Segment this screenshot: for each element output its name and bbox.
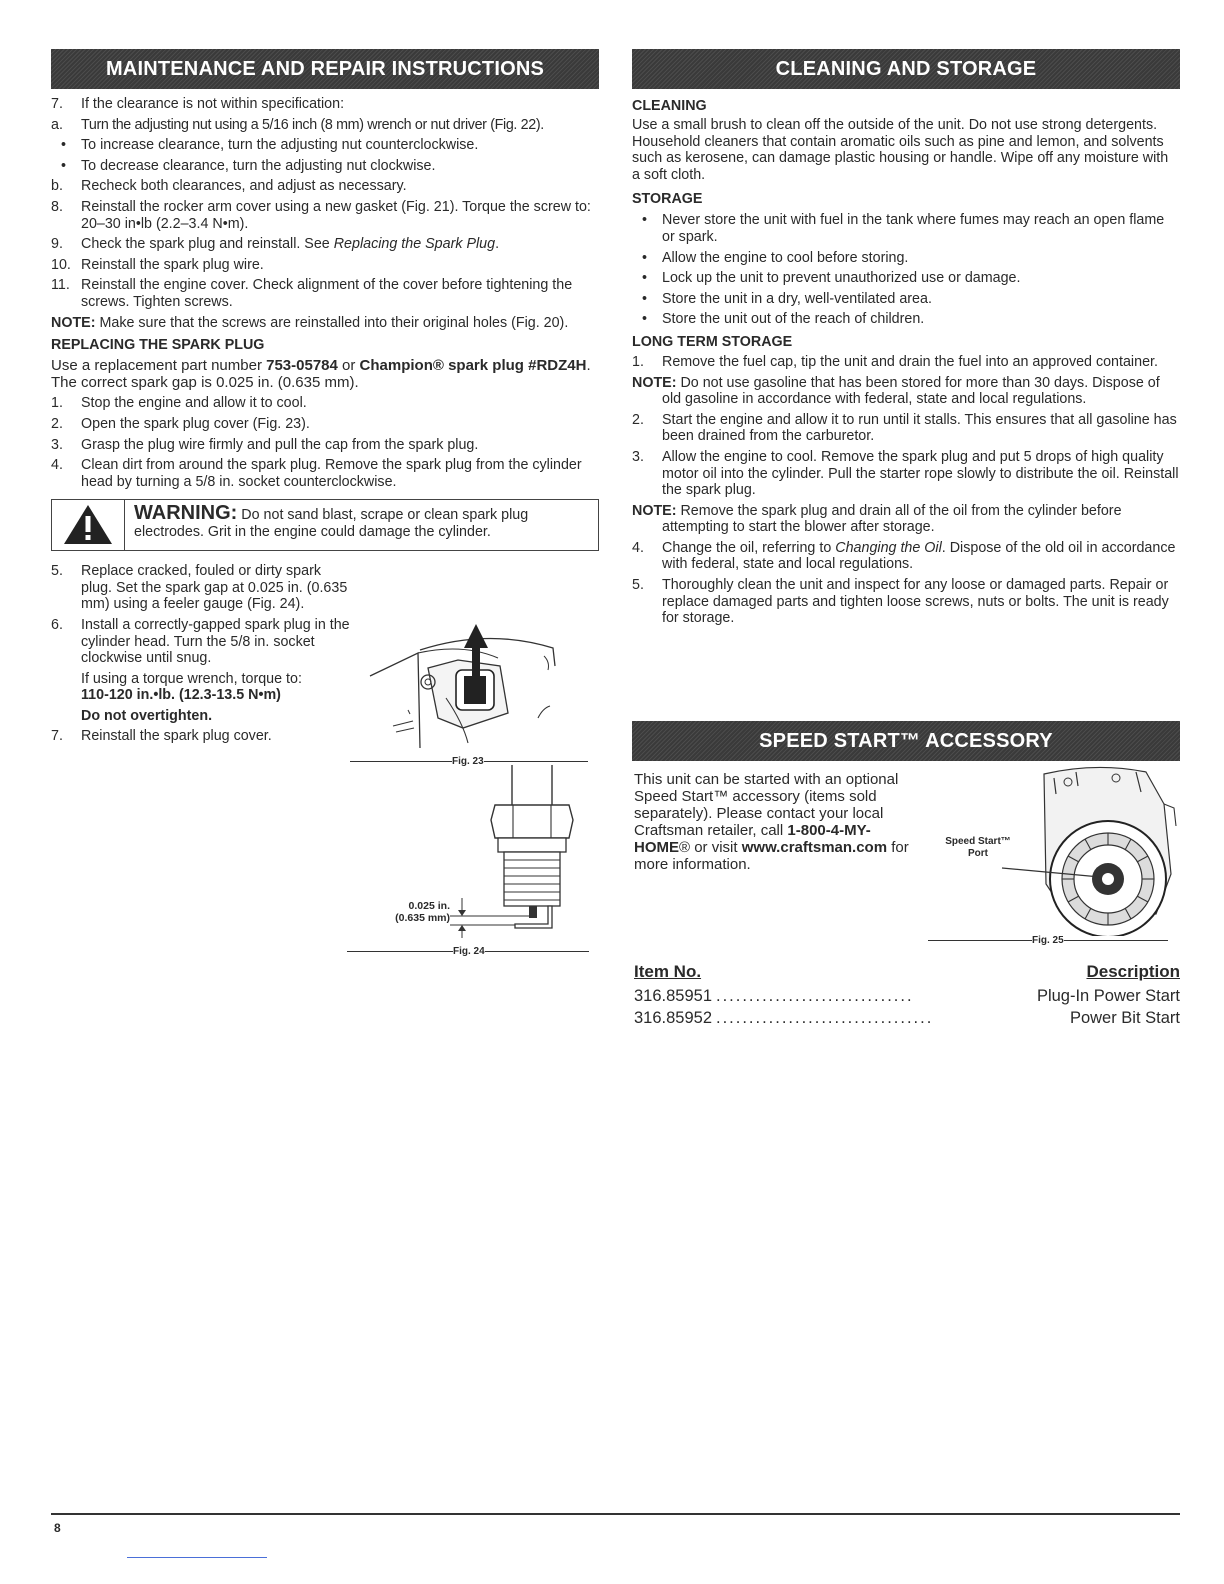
table-row — [634, 1007, 1180, 1029]
cleaning-text: Use a small brush to clean off the outside of the unit. Do not use strong detergents. Household cleaners that contain aromatic oils such as pine and lemon, and solvents such as kerosene, can damage plastic housing or handle. Wipe off any moisture with a soft cloth. — [632, 117, 1169, 183]
warning-triangle-icon — [52, 500, 124, 550]
install-steps — [51, 563, 351, 744]
step: 5. Thoroughly clean the unit and inspect for any loose or damaged parts. Repair or replace damaged parts and tighten loose screws, nuts or bolts. The unit is ready for storage. — [632, 577, 1169, 627]
step: 4. Change the oil, referring to Changing the Oil. Dispose of the old oil in accordance with federal, state and local regulations. — [632, 539, 1176, 573]
item-description: Plug-In Power Start — [1036, 987, 1180, 1005]
item-number: 316.85952 — [634, 1009, 712, 1027]
torque-intro: If using a torque wrench, torque to: — [81, 670, 302, 687]
bullet: • To decrease clearance, turn the adjusting nut clockwise. — [61, 157, 436, 174]
storage-item: • Allow the engine to cool before storing. — [642, 249, 909, 266]
step: 8. Reinstall the rocker arm cover using a new gasket (Fig. 21). Torque the screw to: 20–30 in•lb (2.2–3.4 N•m). — [51, 198, 591, 232]
table-row — [634, 985, 1180, 1007]
fig23-caption: Fig. 23 — [350, 756, 588, 767]
note: NOTE: Make sure that the screws are reinstalled into their original holes (Fig. 20). — [51, 314, 569, 331]
fig25-blower-illustration — [996, 764, 1180, 936]
speed-start-banner: SPEED START™ ACCESSORY — [632, 721, 1180, 761]
fig23-spark-plug-cover-illustration — [368, 618, 598, 748]
maintenance-banner: MAINTENANCE AND REPAIR INSTRUCTIONS — [51, 49, 599, 89]
gap-inches: 0.025 in. — [408, 900, 450, 912]
note: NOTE: Do not use gasoline that has been stored for more than 30 days. Dispose of old gasoline in accordance with federal, state and local regulations. — [632, 374, 1160, 408]
description-header: Description — [1086, 962, 1180, 981]
leader-dots: ................................. — [716, 1009, 934, 1027]
storage-list — [632, 212, 1180, 328]
fig24-caption: Fig. 24 — [347, 946, 589, 957]
gap-mm: (0.635 mm) — [395, 912, 450, 924]
step: 10. Reinstall the spark plug wire. — [51, 256, 264, 273]
long-term-steps — [632, 354, 1180, 627]
note: NOTE: Remove the spark plug and drain all of the oil from the cylinder before attempting to start the blower after storage. — [632, 502, 1122, 536]
storage-item: • Never store the unit with fuel in the tank where fumes may reach an open flame or spark. — [642, 212, 1165, 245]
item-no-header: Item No. — [634, 962, 702, 981]
step: 4. Clean dirt from around the spark plug. Remove the spark plug from the cylinder head by turning a 5/8 in. socket counterclockwise. — [51, 457, 582, 490]
link-underline — [127, 1557, 267, 1558]
port-label-line2: Port — [968, 848, 988, 859]
bullet: • To increase clearance, turn the adjusting nut counterclockwise. — [61, 137, 479, 154]
step: 6. Install a correctly-gapped spark plug in the cylinder head. Turn the 5/8 in. socket clockwise until snug. — [51, 617, 350, 667]
speed-start-text: This unit can be started with an optional Speed Start™ accessory (items sold separately). Please contact your local Craftsman retailer, call 1-800-4-MY-HOME® or visit www.craftsman.com for more information. — [634, 771, 909, 873]
item-number: 316.85951 — [634, 987, 712, 1005]
no-overtighten: Do not overtighten. — [81, 708, 213, 725]
port-label-line1: Speed Start™ — [945, 836, 1011, 847]
item-description: Power Bit Start — [1069, 1009, 1180, 1027]
accessory-table — [634, 962, 1180, 1029]
step: 3. Allow the engine to cool. Remove the spark plug and put 5 drops of high quality motor oil into the cylinder. Pull the starter rope slowly to distribute the oil. Reinstall the spark plug. — [632, 448, 1179, 499]
footer-rule — [51, 1513, 1180, 1515]
gap-label — [388, 900, 450, 924]
step: 2. Start the engine and allow it to run until it stalls. This ensures that all gasoline has been drained from the carburetor. — [632, 411, 1177, 445]
step: a. Turn the adjusting nut using a 5/16 inch (8 mm) wrench or nut driver (Fig. 22). — [51, 116, 544, 133]
step: 1. Remove the fuel cap, tip the unit and drain the fuel into an approved container. — [632, 353, 1158, 370]
table-header — [634, 962, 1180, 982]
leader-dots: .............................. — [716, 987, 914, 1005]
step: 7. If the clearance is not within specification: — [51, 96, 345, 112]
warning-icon-cell — [52, 500, 125, 550]
right-column — [632, 49, 1180, 627]
step: 2. Open the spark plug cover (Fig. 23). — [51, 415, 310, 432]
cleaning-heading: CLEANING — [632, 98, 707, 114]
warning-box — [51, 499, 599, 551]
spark-intro: Use a replacement part number 753-05784 or Champion® spark plug #RDZ4H. The correct spark gap is 0.025 in. (0.635 mm). — [51, 357, 591, 391]
step: 7. Reinstall the spark plug cover. — [51, 727, 272, 744]
storage-item: • Store the unit in a dry, well-ventilated area. — [642, 290, 932, 307]
step: 1. Stop the engine and allow it to cool. — [51, 395, 307, 412]
page-number: 8 — [54, 1521, 61, 1535]
spark-heading: REPLACING THE SPARK PLUG — [51, 337, 265, 354]
step: 3. Grasp the plug wire firmly and pull the cap from the spark plug. — [51, 436, 479, 453]
warning-text: WARNING: Do not sand blast, scrape or clean spark plug electrodes. Grit in the engine could damage the cylinder. — [134, 502, 529, 541]
spark-steps — [51, 395, 599, 490]
torque-value: 110-120 in.•lb. (12.3-13.5 N•m) — [81, 687, 281, 704]
long-term-heading: LONG TERM STORAGE — [632, 333, 793, 350]
cleaning-banner: CLEANING AND STORAGE — [632, 49, 1180, 89]
step: 5. Replace cracked, fouled or dirty spark plug. Set the spark gap at 0.025 in. (0.635 mm) using a feeler gauge (Fig. 24). — [51, 563, 348, 613]
step: b. Recheck both clearances, and adjust as necessary. — [51, 178, 407, 195]
step: 9. Check the spark plug and reinstall. See Replacing the Spark Plug. — [51, 236, 500, 253]
storage-heading: STORAGE — [632, 191, 703, 208]
step: 11. Reinstall the engine cover. Check alignment of the cover before tightening the screws. Tighten screws. — [51, 277, 573, 310]
adjust-steps — [51, 96, 599, 331]
fig25-caption: Fig. 25 — [928, 935, 1168, 946]
storage-item: • Lock up the unit to prevent unauthorized use or damage. — [642, 270, 1021, 287]
storage-item: • Store the unit out of the reach of children. — [642, 311, 925, 328]
